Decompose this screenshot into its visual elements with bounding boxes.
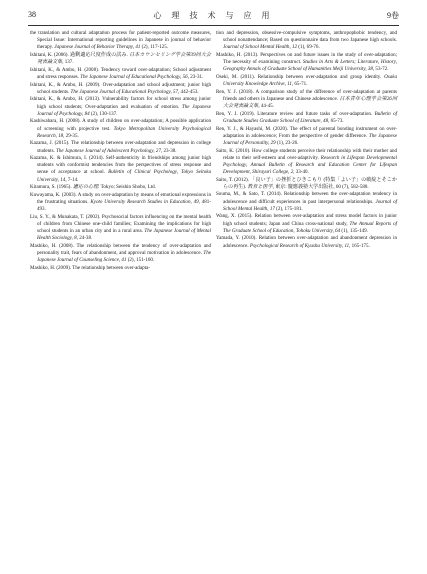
reference-source: The Japanese Journal of Mental Health Sociology, 8 — [37, 228, 211, 242]
reference-source: The Japanese Journal of Adolescent Psychology, 27 — [56, 147, 161, 154]
reference-pages: , 7-14. — [65, 176, 79, 183]
reference-pages: (2), 130-137. — [89, 110, 118, 117]
reference-text: Wang, X. (2015). Relation between over-adaptation and stress model factors in junior high school students; Japan and China cross-national study, — [216, 213, 397, 227]
reference-source: 日本青年心理学会第26回大会発表論文集 — [223, 95, 397, 110]
reference-pages: , 53-72. — [372, 66, 389, 73]
reference-source: Studies in Arts & Letters; Literature, History, Geography Annals of Graduate School of Humanities Meiji University, 38 — [223, 59, 397, 73]
reference-source: The Japanese Journal of Counseling Science, 41 — [37, 250, 211, 264]
reference-entry — [216, 52, 397, 73]
reference-entry — [30, 265, 211, 272]
reference-text: Yamada, Y. (2010). Relation between over-adaptation and abandonment depression in adolescence. — [216, 235, 397, 249]
reference-pages: , 23-31. — [187, 73, 204, 80]
reference-entry — [30, 243, 211, 264]
left-reference-column — [30, 30, 211, 273]
reference-pages: (1), 135-149. — [340, 227, 368, 234]
reference-text: Ishitani, K., & Ambo, H. (2013). Vulnerability factors for school stress among junior high school students; Over-adaptation and evaluation of emotion. — [30, 96, 211, 110]
header-rule — [28, 25, 399, 26]
reference-source: Research in Lifespan Developmental Psychology, Annual Bulletin of Research and Education Center for Lifespan Development, Shirayuri College, 2 — [223, 154, 397, 175]
reference-entry — [216, 177, 397, 191]
reference-source: Japanese Journal of Behavior Therapy, 41 — [54, 44, 141, 51]
reference-pages: , 29-35. — [63, 132, 79, 139]
reference-pages: , 東京: 慶應義塾大学出版社, 60 (7), 582-588. — [272, 183, 369, 190]
reference-pages: , 165-175. — [349, 242, 370, 249]
reference-entry — [216, 235, 397, 249]
reference-entry — [30, 140, 211, 154]
reference-entry — [30, 192, 211, 213]
reference-pages: , 44-45. — [258, 103, 274, 110]
reference-source: The Japanese Journal of Personality, 29 — [223, 132, 397, 146]
reference-text: Oseki, M. (2011). Relationship between over-adaptation and group identity. — [216, 73, 385, 80]
reference-text: Kazama, K. & Ishimura, I. (2014). Self-authenticity in friendships among junior high students with conformist tendencies from the perspectives of stress response and sense of acceptance at school. — [30, 155, 211, 176]
reference-entry — [216, 213, 397, 234]
reference-pages: , 481-493. — [37, 199, 211, 213]
reference-pages: (2), 151-160. — [126, 257, 155, 264]
reference-entry — [30, 82, 211, 96]
reference-text: Ishitani, K., & Ambo, H. (2009). Over-adaptation and school adjustment; junior high school students. — [30, 81, 211, 95]
reference-text: Ren, Y. J., & Hayashi, M. (2020). The effect of parental bonding instrument on over-adaptation in adolescence; From the perspective of gender difference. — [216, 125, 397, 139]
reference-entry — [30, 52, 211, 66]
reference-entry — [216, 74, 397, 88]
reference-text: Ren, Y. J. (2018). A comparison study of the difference of over-adaptation at parents friends and others in Japanese and Chinese adolescence. — [216, 88, 397, 102]
reference-source: Osaka University Knowledge Archive, 11 — [223, 73, 397, 88]
reference-entry — [216, 89, 397, 110]
reference-pages: (2), 175-181. — [274, 205, 303, 212]
reference-source: Journal of School Mental Health, 17 — [223, 198, 397, 212]
reference-source: The Japanese Journal of Educational Psychology, 56 — [80, 73, 188, 80]
reference-text: Kazama, J. (2015). The relationship between over-adaptation and depression in college students. — [30, 140, 211, 154]
reference-text: Kitamura, S. (1965). — [30, 184, 73, 191]
reference-entry — [30, 30, 211, 51]
reference-source: The Japanese Journal of Psychology, 84 — [37, 103, 211, 117]
reference-text: the translation and cultural adaptation process for patient-reported outcome measures, Special Issue: International reporting guidelines in Japanese in journal of behavior therapy. — [30, 30, 211, 51]
reference-text: Ishitani, K., & Ambo, H. (2008). Tendency toward over-adaptation; School adjustment and stress responses. — [30, 66, 211, 80]
reference-pages: , 23-38. — [160, 147, 177, 154]
reference-entry — [30, 214, 211, 243]
reference-entry — [30, 67, 211, 81]
reference-entry — [30, 155, 211, 184]
reference-text: tion and depression, obsessive-compulsive symptoms, anthropophobic tendency, and school nonattendance; Based on questionnaire data from two Japanese high schools. — [216, 30, 397, 44]
reference-pages: , 442-453. — [178, 88, 199, 95]
reference-text: Souma, M., & Sato, T. (2014). Relationship between the over-adaptation tendency in adolescence and difficult experiences in past interpersonal relationships. — [216, 191, 397, 205]
volume-label: 9卷 — [387, 11, 399, 20]
reference-source: Kyoto University Research Studies in Education, 49 — [90, 199, 199, 206]
reference-source: Journal of School Mental Health, 12 — [223, 44, 298, 51]
reference-pages: , 137. — [62, 59, 74, 66]
page-number: 38 — [28, 10, 36, 19]
reference-source: 教育と医学 — [247, 183, 273, 190]
reference-source: Bulletin of Clinical Psychology, Tokyo Seitoku University, 14 — [37, 169, 212, 183]
reference-source: 日本カウンセリング学会第39回大会発表論文集 — [37, 51, 211, 66]
reference-pages: . Tokyo; Seishin Shobo, Ltd. — [98, 184, 156, 191]
reference-text: Ishitani, K. (2006). 過剰適応尺度作成の試み. — [30, 51, 130, 58]
reference-source: Tokyo Metropolitan University Psychological Research, 18 — [37, 125, 211, 139]
reference-pages: (1), 23-26. — [275, 139, 299, 146]
reference-source: Psychological Research of Kyushu University, 11 — [249, 242, 350, 249]
reference-source: The Annual Reports of The Graduate School of Education, Tohoku University, 64 — [223, 220, 397, 234]
reference-pages: , 65-71. — [291, 81, 308, 88]
reference-pages: , 65-73. — [328, 117, 344, 124]
reference-pages: , 33-40. — [293, 168, 309, 175]
reference-source: The Japanese Journal of Educational Psychology, 57 — [70, 88, 179, 95]
reference-entry — [216, 148, 397, 177]
page-header — [28, 10, 399, 24]
reference-source: Bulletin of Graduate Studies Graduate School of Literature, 48 — [223, 110, 397, 124]
reference-text: Kashiwabara, H. (2008). A study of children on over-adaptation; A possible application of screening with projective test. — [30, 118, 211, 132]
reference-entry — [216, 191, 397, 212]
journal-title: 心 理 技 术 与 应 用 — [153, 11, 274, 20]
reference-text: Kuwayama, K. (2003). A study on over-adaptation by means of emotional expressions in the frustrating situations. — [30, 191, 211, 206]
reference-entry — [30, 118, 211, 139]
reference-text: Saito, T. (2012). 「良い子」の挫折とひきこもり (特集「よい子」の破綻とそこからの再生). — [216, 176, 397, 190]
reference-text: Liu, S. Y., & Munakata, T. (2002). Psychosocial factors influencing on the mental health of children from Chinese one-child families; Examining the implications for high school students in an urban city and in a rural area. — [30, 213, 211, 235]
reference-entry — [216, 30, 397, 51]
reference-source: 適応の心理 — [72, 184, 99, 191]
reference-text: Ren, Y. J. (2019). Literature review and future tasks of over-adaptation. — [216, 110, 375, 117]
right-reference-column — [216, 30, 397, 250]
reference-pages: (1), 69-76. — [297, 44, 320, 51]
reference-pages: (2), 117-125. — [140, 44, 168, 51]
reference-text: Saito, K. (2010). How college students perceive their relationship with their mother and relate to their self-esteem and over-adaptivity. — [216, 147, 397, 161]
reference-entry — [30, 96, 211, 117]
reference-pages: , 24-38. — [76, 235, 93, 242]
reference-text: Mashiko, H. (2008). The relationship between the tendency of over-adaptation and personality trait, fears of abandonment, and approval motivation in adolescence. — [30, 243, 211, 257]
reference-text: Mashiko, H. (2013). Perspectives on and future issues in the study of over-adaptation; The necessity of examining construct. — [216, 51, 397, 66]
reference-entry — [216, 126, 397, 147]
reference-text: Mashiko, H. (2009). The relationship between over-adapta- — [30, 265, 150, 271]
reference-entry — [30, 184, 211, 191]
reference-entry — [216, 111, 397, 125]
